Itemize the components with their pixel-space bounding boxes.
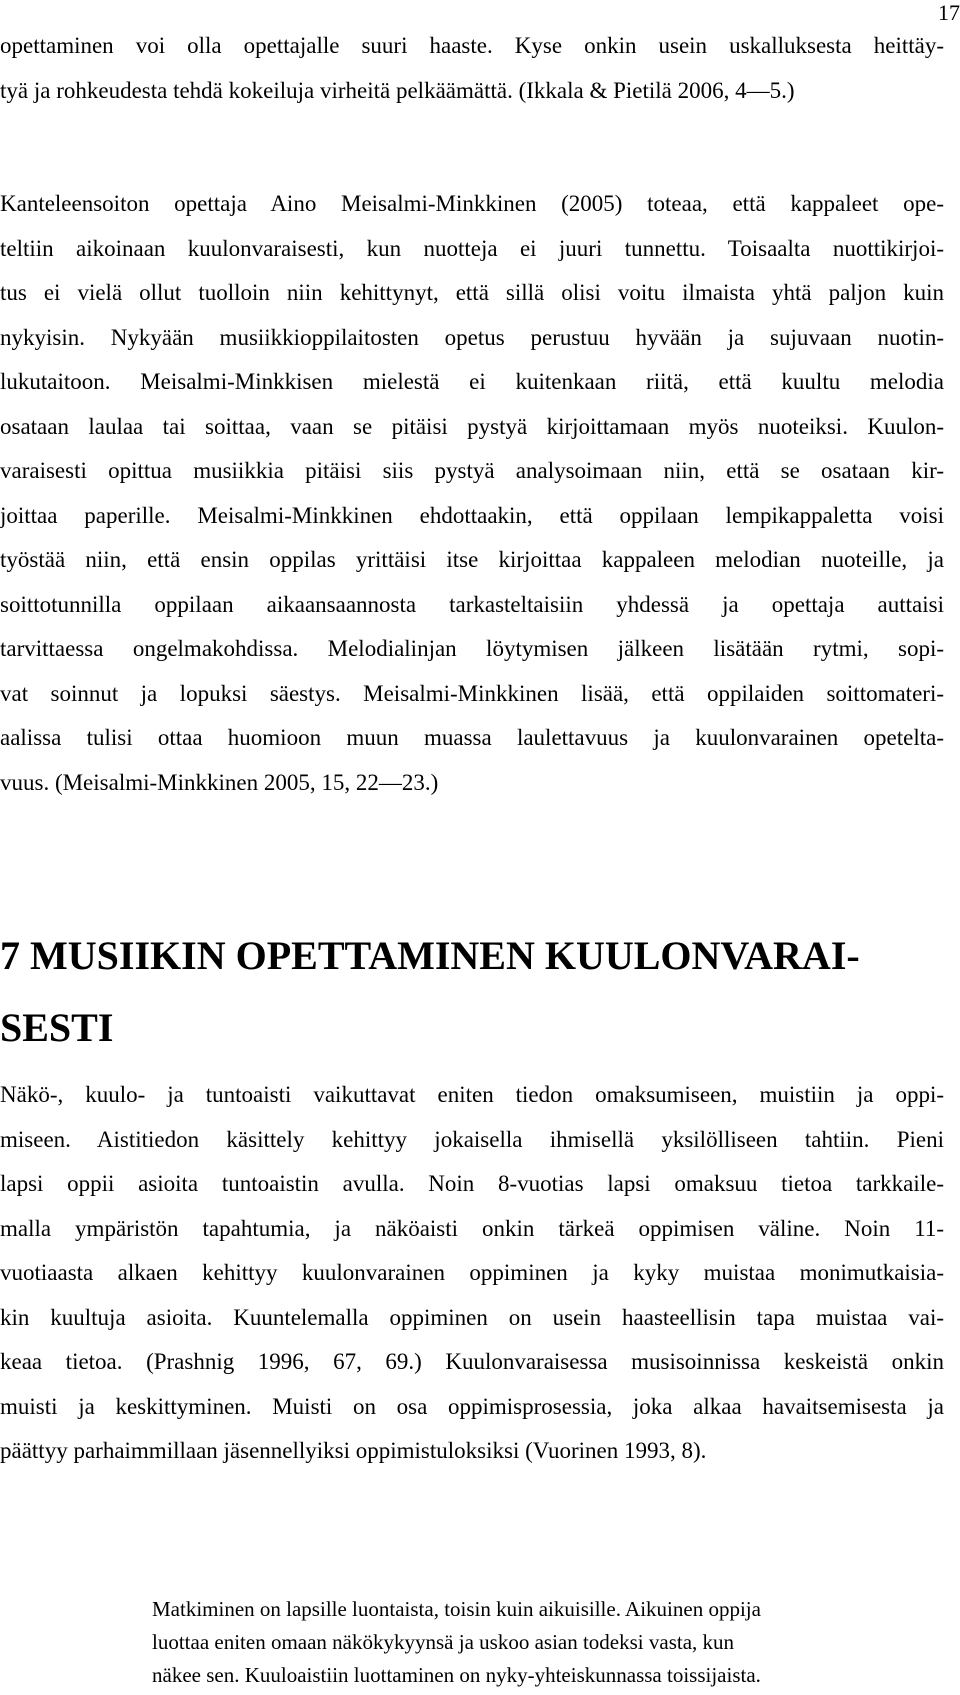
text-line: lukutaitoon. Meisalmi-Minkkisen mielestä ei kuitenkaan riitä, että kuultu melodia [0, 369, 944, 394]
text-line: nykyisin. Nykyään musiikkioppilaitosten opetus perustuu hyvään ja sujuvaan nuotin- [0, 324, 944, 350]
paragraph-kantele [0, 182, 944, 805]
text-line: muisti ja keskittyminen. Muisti on osa oppimisprosessia, joka alkaa havaitsemisesta ja [0, 1393, 944, 1419]
text-line: miseen. Aistitiedon käsittely kehittyy jokaisella ihmisellä yksilölliseen tahtiin. Pieni [0, 1126, 944, 1152]
text-line: kin kuultuja asioita. Kuuntelemalla oppiminen on usein haasteellisin tapa muistaa vai- [0, 1304, 944, 1330]
text-line: soittotunnilla oppilaan aikaansaannosta tarkasteltaisiin yhdessä ja opettaja auttaisi [0, 591, 944, 617]
text-line: lapsi oppii asioita tuntoaistin avulla. Noin 8-vuotias lapsi omaksuu tietoa tarkkaile- [0, 1171, 944, 1196]
text-line: tyä ja rohkeudesta tehdä kokeiluja virheitä pelkäämättä. (Ikkala & Pietilä 2006, 4—5.) [0, 77, 795, 103]
text-line: teltiin aikoinaan kuulonvaraisesti, kun nuotteja ei juuri tunnettu. Toisaalta nuottikirjoi- [0, 235, 944, 261]
quote-line: Matkiminen on lapsille luontaista, toisin kuin aikuisille. Aikuinen oppija [152, 1597, 761, 1621]
chapter-heading [0, 920, 944, 1064]
text-line: keaa tietoa. (Prashnig 1996, 67, 69.) Kuulonvaraisessa musisoinnissa keskeistä onkin [0, 1349, 944, 1374]
text-line: Näkö-, kuulo- ja tuntoaisti vaikuttavat eniten tiedon omaksumiseen, muistiin ja oppi- [0, 1082, 944, 1107]
text-line: vat soinnut ja lopuksi säestys. Meisalmi-Minkkinen lisää, että oppilaiden soittomateri- [0, 680, 944, 706]
quote-line: näkee sen. Kuuloaistiin luottaminen on nyky-yhteiskunnassa toissijaista. [152, 1663, 761, 1687]
text-line: vuotiaasta alkaen kehittyy kuulonvarainen oppiminen ja kyky muistaa monimutkaisia- [0, 1260, 944, 1285]
text-line: päättyy parhaimmillaan jäsennellyiksi oppimistuloksiksi (Vuorinen 1993, 8). [0, 1438, 707, 1463]
paragraph-intro [0, 24, 944, 113]
text-line: vuus. (Meisalmi-Minkkinen 2005, 15, 22—23.) [0, 769, 439, 795]
text-line: varaisesti opittua musiikkia pitäisi siis pystyä analysoimaan niin, että se osataan kir- [0, 458, 944, 483]
page-number: 17 [938, 0, 960, 25]
text-line: tarvittaessa ongelmakohdissa. Melodialinjan löytymisen jälkeen lisätään rytmi, sopi- [0, 636, 944, 661]
text-line: malla ympäristön tapahtumia, ja näköaisti onkin tärkeä oppimisen väline. Noin 11- [0, 1215, 944, 1241]
quote-line: luottaa eniten omaan näkökykyynsä ja uskoo asian todeksi vasta, kun [152, 1630, 735, 1654]
text-line: työstää niin, että ensin oppilas yrittäisi itse kirjoittaa kappaleen melodian nuoteille, ja [0, 547, 944, 572]
heading-line: SESTI [0, 1005, 114, 1050]
text-line: tus ei vielä ollut tuolloin niin kehittynyt, että sillä olisi voitu ilmaista yhtä paljon kuin [0, 280, 944, 305]
text-line: joittaa paperille. Meisalmi-Minkkinen ehdottaakin, että oppilaan lempikappaletta voisi [0, 502, 944, 528]
heading-line: 7 MUSIIKIN OPETTAMINEN KUULONVARAI- [0, 933, 860, 978]
text-line: aalissa tulisi ottaa huomioon muun muassa laulettavuus ja kuulonvarainen opetelta- [0, 725, 944, 750]
text-line: osataan laulaa tai soittaa, vaan se pitäisi pystyä kirjoittamaan myös nuoteiksi. Kuulon- [0, 413, 944, 439]
text-line: Kanteleensoiton opettaja Aino Meisalmi-Minkkinen (2005) toteaa, että kappaleet ope- [0, 191, 944, 216]
block-quote [152, 1593, 944, 1692]
text-line: opettaminen voi olla opettajalle suuri haaste. Kyse onkin usein uskalluksesta heittäy- [0, 33, 944, 58]
paragraph-senses [0, 1073, 944, 1474]
